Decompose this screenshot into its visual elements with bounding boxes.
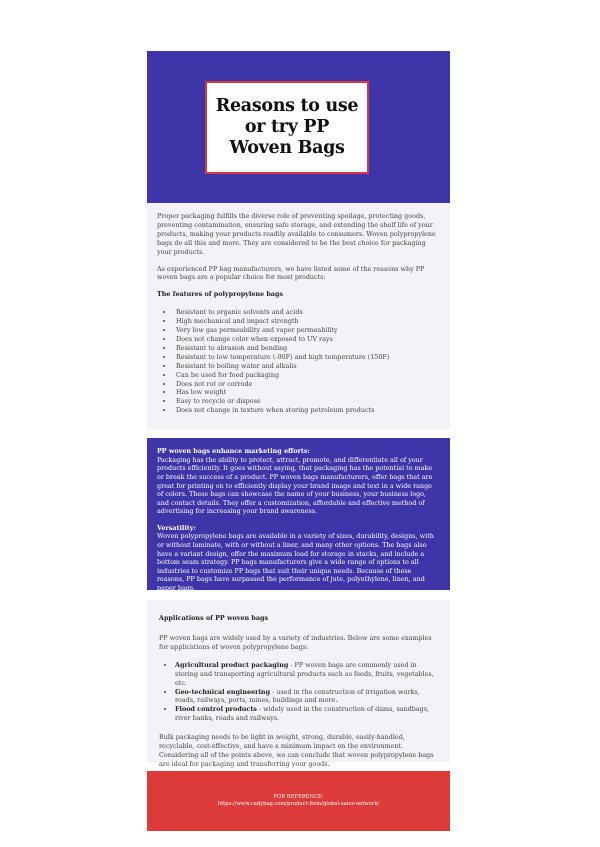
list-item: • Resistant to low temperature (-90F) and high temperature (150F) [174, 353, 440, 362]
list-item: • Resistant to abrasion and bending [174, 344, 440, 353]
infographic-page [147, 51, 450, 831]
applications-intro: PP woven bags are widely used by a variety of industries. Below are some examples for applications of woven polypropylene bags: [159, 634, 432, 651]
features-heading: The features of polypropylene bags [157, 290, 283, 299]
application-title: Agricultural product packaging [175, 660, 289, 669]
applications-heading: Applications of PP woven bags [159, 614, 269, 623]
application-title: Geo-technical engineering [175, 687, 271, 696]
title-line-1: Reasons to use [215, 96, 359, 116]
reference-footer [147, 771, 450, 831]
list-item: • High mechanical and impact strength [174, 317, 440, 326]
marketing-text: Packaging has the ability to protect, attract, promote, and differentiate all of your products efficiently. It goes without saying, that packaging has the potential to make or break the success of a product. PP woven bags manufacturers, offer bags that are great for printing on to efficiently display your brand image and text in a wide range of colors. These bags can showcase the name of your business, your business logo, and contact details. They offer a customization, affordable and effective method of advertising for increasing your brand awareness. [157, 455, 433, 516]
marketing-section [147, 438, 450, 593]
hero-banner [147, 51, 450, 203]
application-title: Flood control products [175, 705, 257, 714]
list-item: • Can be used for food packaging [174, 371, 440, 380]
applications-list [159, 661, 440, 723]
title-line-3: Woven Bags [229, 138, 345, 158]
intro-section [147, 203, 450, 429]
list-item [175, 661, 440, 688]
applications-section [147, 600, 450, 768]
list-item: • Does not change in texture when storing petroleum products [174, 406, 440, 415]
list-item: • Does not change color when exposed to UV rays [174, 335, 440, 344]
versatility-heading: Versatility: [157, 523, 196, 532]
versatility-text: Woven polypropylene bags are available in a variety of sizes, durability, designs, with or without laminate, with or without a liner, and many other options. The bags also have a variant design, offer the maximum load for storage in stacks, and include a bottom seam strategy. PP bags manufacturers give a wide range of options to all industries to customize PP bags that suit their unique needs. Because of these reasons, PP bags have surpassed the performance of jute, polyethylene, linen, and paper bags. [157, 532, 434, 593]
features-list [157, 308, 440, 415]
intro-paragraph-1: Proper packaging fulfills the diverse role of preventing spoilage, protecting goods, preventing contamination, ensuring safe storage, and extending the shelf life of your products, making your products readily available to consumers. Woven polypropylene bags do all this and more. They are considered to be the best choice for packaging your products. [157, 212, 436, 256]
list-item: • Resistant to organic solvents and acids [174, 308, 440, 317]
intro-paragraph-2: As experienced PP bag manufacturers, we have listed some of the reasons why PP woven bags are a popular choice for most products: [157, 264, 425, 282]
title-box [205, 81, 369, 174]
application-text: - widely used in the construction of dams, sandbags, river banks, roads and railways. [175, 705, 430, 723]
list-item: • Easy to recycle or dispose [174, 397, 440, 406]
reference-label: FOR REFERENCE: [273, 794, 324, 801]
list-item: • Does not rot or corrode [174, 380, 440, 389]
applications-conclusion: Bulk packaging needs to be light in weight, strong, durable, easily-handled, recyclable, cost-effective, and have a minimum impact on the environment. Considering all of the points above, we can conclude that woven polypropylene bags are ideal for packaging and transferring your goods. [159, 733, 434, 768]
list-item [175, 688, 440, 706]
marketing-heading: PP woven bags enhance marketing efforts: [157, 447, 310, 456]
list-item: • Very low gas permeability and vapor permeability [174, 326, 440, 335]
list-item: • Has low weight [174, 388, 440, 397]
title-line-2: or try PP [244, 117, 330, 137]
list-item: • Resistant to boiling water and alkalis [174, 362, 440, 371]
application-text: - used in the construction of irrigation works, roads, railways, ports, mines, buildings and more. [175, 687, 420, 705]
list-item [175, 705, 440, 723]
reference-link[interactable]: https://www.cadybag.com/product-item/global-sales-network/ [217, 801, 380, 808]
application-text: - PP woven bags are commonly used in storing and transporting agricultural products such as feeds, fruits, vegetables, etc. [175, 660, 434, 687]
